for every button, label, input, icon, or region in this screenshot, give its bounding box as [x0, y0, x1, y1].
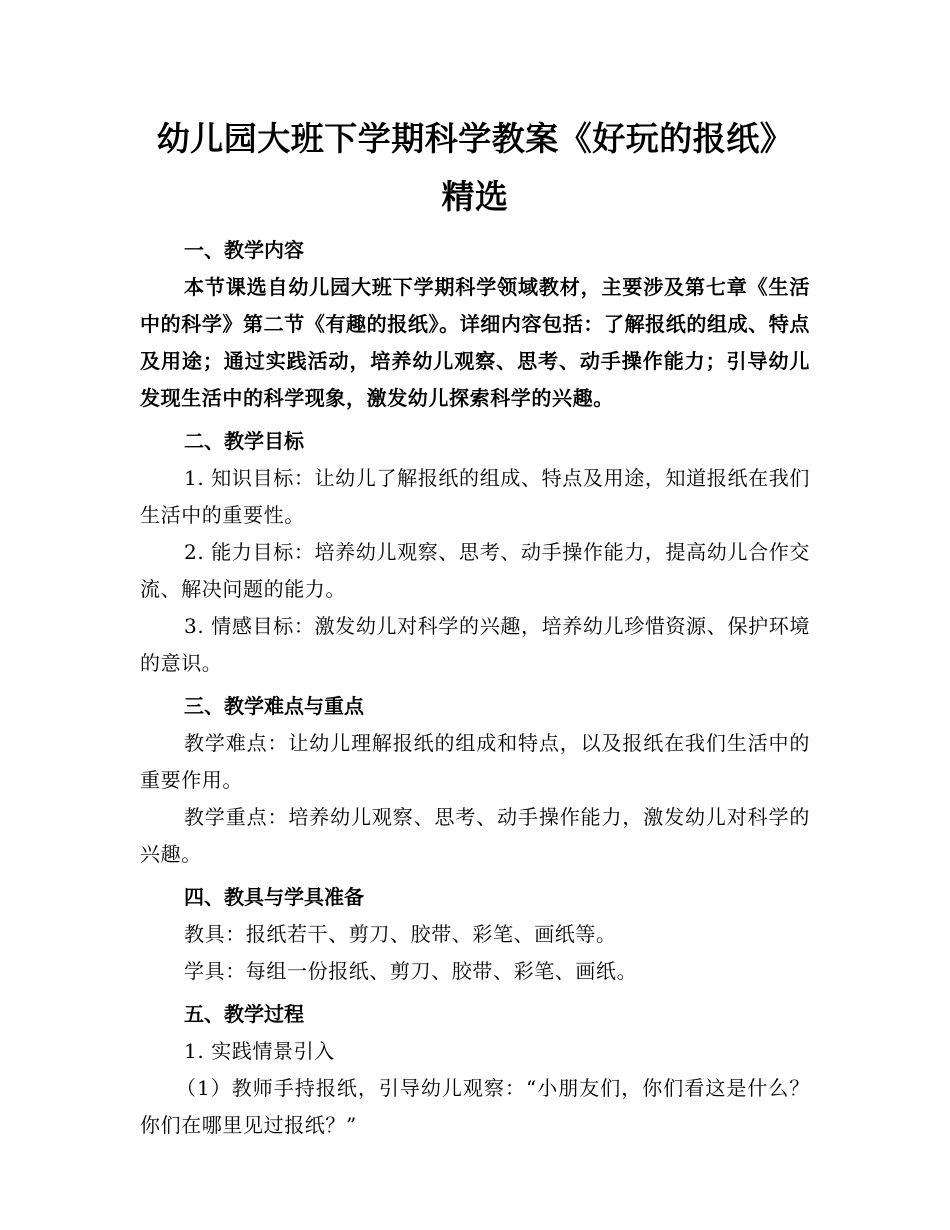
section-heading-difficulties-focus: 三、教学难点与重点 [184, 694, 364, 718]
section-heading-materials: 四、教具与学具准备 [184, 885, 364, 909]
paragraph-learning-aids: 学具：每组一份报纸、剪刀、胶带、彩笔、画纸。 [184, 959, 638, 983]
title-line-2: 精选 [441, 177, 509, 216]
section-heading-teaching-content: 一、教学内容 [184, 238, 304, 262]
paragraph-focus: 教学重点：培养幼儿观察、思考、动手操作能力，激发幼儿对科学的兴趣。 [140, 805, 810, 866]
paragraph-emotion-goal: 3. 情感目标：激发幼儿对科学的兴趣，培养幼儿珍惜资源、保护环境的意识。 [140, 614, 810, 675]
document-page [140, 110, 810, 1144]
paragraph-process-step-1: 1. 实践情景引入 [184, 1039, 335, 1063]
paragraph-difficulty: 教学难点：让幼儿理解报纸的组成和特点，以及报纸在我们生活中的重要作用。 [140, 731, 810, 792]
document-title [140, 110, 810, 226]
section-heading-teaching-goals: 二、教学目标 [184, 429, 304, 453]
paragraph-teaching-content: 本节课选自幼儿园大班下学期科学领域教材，主要涉及第七章《生活中的科学》第二节《有趣的报纸》。详细内容包括：了解报纸的组成、特点及用途；通过实践活动，培养幼儿观察、思考、动手操作能力；引导幼儿发现生活中的科学现象，激发幼儿探索科学的兴趣。 [140, 275, 810, 410]
paragraph-process-step-1-1: （1）教师手持报纸，引导幼儿观察：“小朋友们，你们看这是什么？你们在哪里见过报纸？” [140, 1076, 810, 1137]
section-heading-teaching-process: 五、教学过程 [184, 1002, 304, 1026]
title-line-1: 幼儿园大班下学期科学教案《好玩的报纸》 [156, 119, 794, 158]
paragraph-knowledge-goal: 1. 知识目标：让幼儿了解报纸的组成、特点及用途，知道报纸在我们生活中的重要性。 [140, 466, 810, 527]
paragraph-teaching-aids: 教具：报纸若干、剪刀、胶带、彩笔、画纸等。 [184, 922, 617, 946]
paragraph-ability-goal: 2. 能力目标：培养幼儿观察、思考、动手操作能力，提高幼儿合作交流、解决问题的能力。 [140, 540, 810, 601]
